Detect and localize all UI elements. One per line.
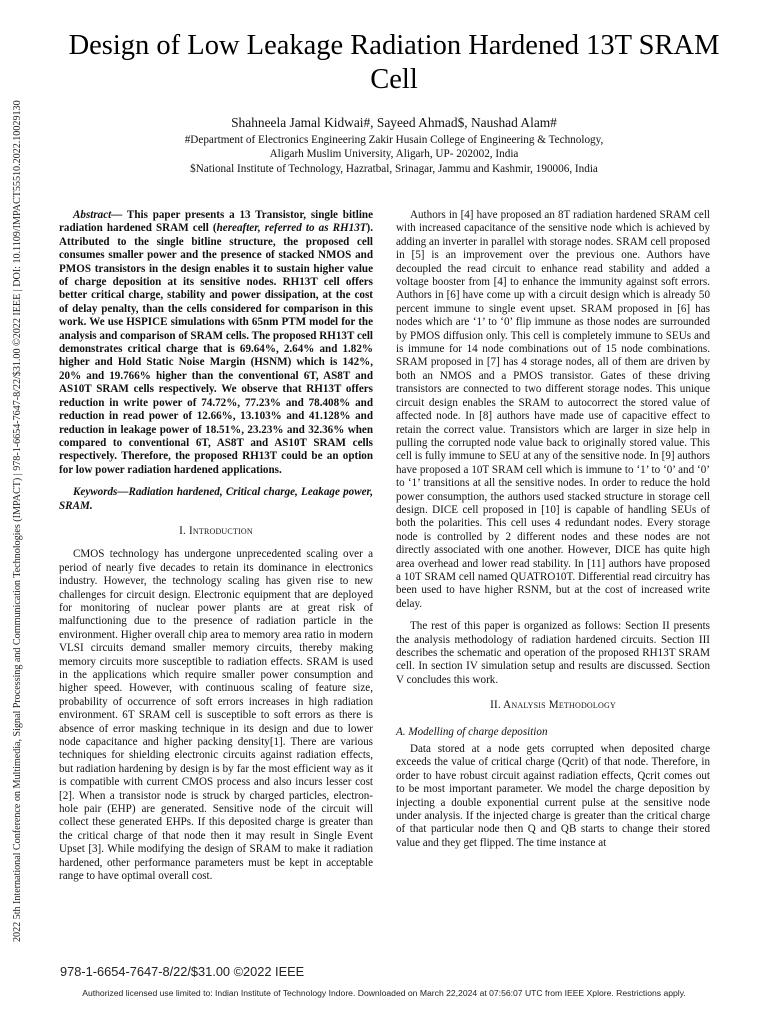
- affiliation-line: Aligarh Muslim University, Aligarh, UP- 202002, India: [269, 148, 519, 160]
- section-heading: II. Analysis Methodology: [490, 699, 616, 712]
- body-paragraph: The rest of this paper is organized as follows: Section II presents the analysis methodology of radiation hardened circuits. Section III describes the schematic and operation of the proposed RH13T SRAM cell. In section IV simulation setup and results are discussed. Section V concludes this work.: [396, 620, 710, 686]
- footer-price: 978-1-6654-7647-8/22/$31.00 ©2022 IEEE: [60, 964, 305, 979]
- abstract-text: This paper presents a 13 Transistor, single bitline radiation hardened SRAM cell (: [59, 209, 373, 235]
- footer-license: Authorized licensed use limited to: Indian Institute of Technology Indore. Downloaded on March 22,2024 at 07:56:07 UTC from IEEE Xplore. Restrictions apply.: [82, 988, 686, 998]
- section-heading: I. Introduction: [179, 524, 253, 537]
- affiliation-line: #Department of Electronics Engineering Zakir Husain College of Engineering & Technology,: [184, 134, 604, 146]
- abstract-italic: hereafter, referred to as RH13T: [216, 222, 367, 235]
- author-list: Shahneela Jamal Kidwai#, Sayeed Ahmad$, Naushad Alam#: [231, 115, 557, 130]
- affiliation-line: $National Institute of Technology, Hazratbal, Srinagar, Jammu and Kashmir, 190006, India: [190, 163, 598, 175]
- side-note-text: 2022 5th International Conference on Multimedia, Signal Processing and Communication Technologies (IMPACT) | 978-1-6654-7647-8/22/$31.00 ©2022 IEEE | DOI: 10.1109/IMPACT55510.2022.10029130: [12, 100, 23, 942]
- body-paragraph: Data stored at a node gets corrupted when deposited charge exceeds the value of critical charge (Qcrit) of that node. Therefore, in order to have robust circuit against radiation effects, Qcrit comes out to be most important parameter. We model the charge deposition by injecting a double exponential current pulse at the sensitive node under analysis. If the injected charge is greater than the critical charge of that particular node then Q and QB starts to change their stored value and they get flipped. The time instance at: [396, 743, 710, 849]
- left-column: [59, 209, 373, 884]
- abstract: [59, 209, 373, 477]
- body-paragraph: CMOS technology has undergone unprecedented scaling over a period of nearly five decades to retain its dominance in electronics industry. However, the technology scaling has given rise to new challenges for circuit design. Electronic equipment that are deployed for monitoring of nuclear power plants are at great risk of malfunctioning due to the presence of radiation particle in the environment. Higher overall chip area to memory area ratio in modern VLSI circuits demand smaller memory circuits, thereby making memory circuits more susceptible to radiation effects. SRAM is used in the applications which require smaller power consumption and higher speed. However, with continuous scaling of feature size, probability of occurrence of soft errors increases in high radiation environment. 6T SRAM cell is susceptible to soft errors as there is absence of error masking technique in its design and due to lower node capacitance and higher packing density[1]. There are various techniques for shielding electronic circuits against radiation effects, but radiation hardening by design is by far the most efficient way as it is compatible with current CMOS process and also incurs lesser cost [2]. When a transistor node is struck by charged particles, electron-hole pair (EHP) are generated. Sensitive node of the circuit will collect these generated EHPs. If this deposited charge is greater than the critical charge of that node then it may result in Single Event Upset [3]. While modifying the design of SRAM to make it radiation hardened, other performance parameters must be kept in acceptable range to have optimal overall cost.: [59, 548, 373, 883]
- right-column: [396, 209, 710, 850]
- abstract-text: ). Attributed to the single bitline structure, the proposed cell consumes smaller power and the presence of stacked NMOS and PMOS transistors in the design enables it to sustain higher value of charge deposition at its sensitive nodes. RH13T cell offers better critical charge, stability and power dissipation, at the cost of delay penalty, than the cells considered for comparison in this work. We use HSPICE simulations with 65nm PTM model for the analysis and comparison of SRAM cells. The proposed RH13T cell demonstrates critical charge that is 69.64%, 2.64% and 1.82% higher and Hold Static Noise Margin (HSNM) which is 142%, 20% and 19.766% higher than the conventional 6T, AS8T and AS10T SRAM cells respectively. We observe that RH13T offers reduction in write power of 74.72%, 77.23% and 78.408% and reduction in read power of 12.66%, 13.103% and 41.128% and reduction in leakage power of 18.51%, 23.23% and 32.36% when compared to conventional 6T, AS8T and AS10T SRAM cells respectively. Therefore, the proposed RH13T could be an option for low power radiation hardened applications.: [59, 222, 373, 476]
- keywords-text: Radiation hardened, Critical charge, Leakage power, SRAM.: [59, 486, 373, 512]
- abstract-lead: Abstract—: [73, 209, 123, 221]
- side-note: [0, 0, 34, 1024]
- body-paragraph: Authors in [4] have proposed an 8T radiation hardened SRAM cell with increased capacitance of the sensitive node which is achieved by adding an inverter in parallel with storage nodes. SRAM cell proposed in [5] is an improvement over the previous one. Authors have decoupled the read circuit to enhance read stability and added a voltage booster from [4] to enhance the immunity against soft errors. Authors in [6] have come up with a circuit design which is already 50 percent immune to single event upset. SRAM proposed in [6] has nodes which are ‘1’ to ‘0’ flip immune as those nodes are surrounded by PMOS diffusion only. This cell is completely immune to SEUs and is immune for 14 node combinations out of 15 node combinations. SRAM proposed in [7] has 4 storage nodes, all of them are driven by both an NMOS and a PMOS transistor. Gates of these driving transistors are connected to two different storage nodes. This unique circuit design enables the SRAM to autocorrect the stored value of affected node. In [8] authors have made use of capacitive effect to retain the correct value. Transistors which are larger in size help in pulling the corrupted node value back to originally stored value. This cell is fully immune to SEU at any of the sensitive node. In [9] authors have proposed a 10T SRAM cell which is immune to ‘1’ to ‘0’ and ‘0’ to ‘1’ transitions at all the sensitive nodes. In order to reduce the hold power consumption, the authors used stacked structure in storage cell design. DICE cell proposed in [10] is capable of handling SEUs of both the polarities. This cell uses 4 redundant nodes. Every storage node is controlled by 2 different nodes and these nodes are not directly associated with one another. However, DICE has quite high area overhead and lower read stability. In [11] authors have proposed a 10T SRAM cell named QUATRO10T. Differential read circuitry has been used to have higher RSNM, but at the cost of increased write delay.: [396, 209, 710, 610]
- paper-title: Design of Low Leakage Radiation Hardened 13T SRAM Cell: [68, 30, 720, 95]
- keywords: [59, 486, 373, 513]
- subsection-heading: A. Modelling of charge deposition: [396, 725, 548, 738]
- keywords-lead: Keywords—: [73, 486, 129, 499]
